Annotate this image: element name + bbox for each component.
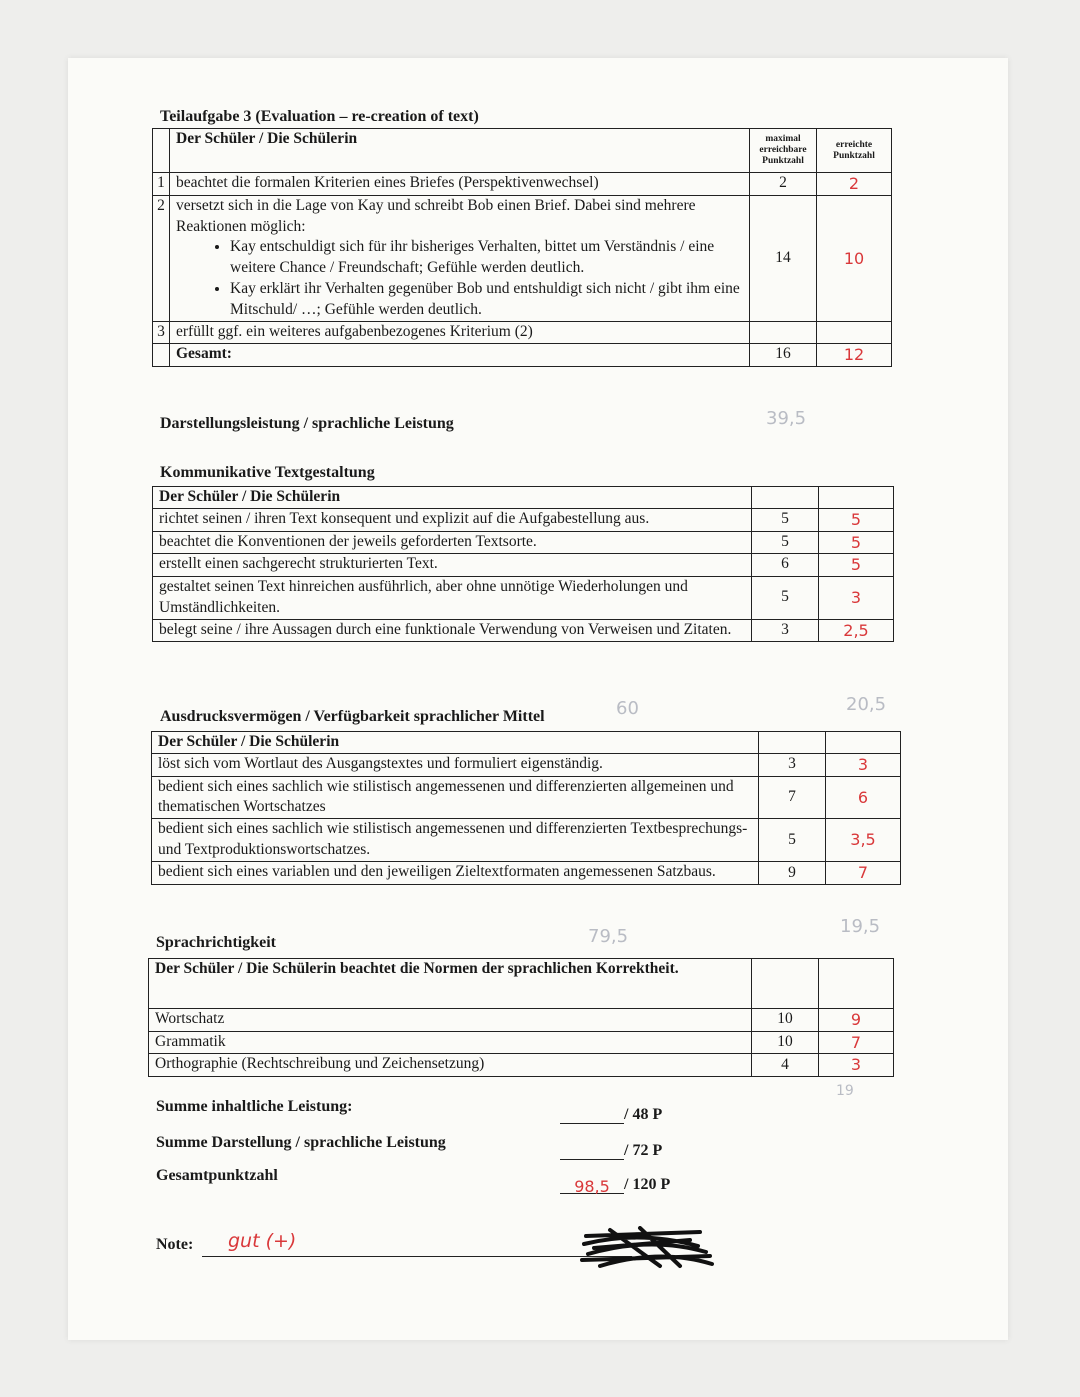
darstellung-title: Darstellungsleistung / sprachliche Leistung	[160, 415, 454, 432]
pencil-subtotal: 20,5	[846, 694, 887, 715]
sum-inhalt-max: / 48 P	[624, 1106, 663, 1123]
row-num: 2	[153, 195, 170, 322]
achieved-points: 5	[819, 508, 894, 531]
achieved-points: 3	[826, 753, 901, 776]
max-points: 10	[752, 1009, 819, 1032]
signature	[580, 1226, 716, 1270]
teil3-table	[152, 128, 892, 367]
gesamt-max: / 120 P	[624, 1176, 671, 1193]
total-label: Gesamt:	[170, 344, 750, 367]
sum-darst-field	[560, 1142, 662, 1160]
criterion-text: löst sich vom Wortlaut des Ausgangstextes und formuliert eigenständig.	[152, 753, 759, 776]
achieved-points: 6	[826, 776, 901, 819]
bullet-item: • Kay entschuldigt sich für ihr bisheriges Verhalten, bittet um Verständnis / eine weitere Chance / Freundschaft; Gefühle werden deutlich.	[230, 237, 743, 279]
achieved-points: 7	[826, 862, 901, 885]
criterion-text: erstellt einen sachgerecht strukturierten Text.	[153, 554, 752, 577]
achieved-points: 5	[819, 554, 894, 577]
max-points: 5	[759, 819, 826, 862]
max-points: 3	[752, 619, 819, 642]
total-achieved: 12	[817, 344, 892, 367]
criterion-text: richtet seinen / ihren Text konsequent und explizit auf die Aufgabestellung aus.	[153, 508, 752, 531]
pencil-note: 79,5	[588, 926, 629, 947]
criterion-text: beachtet die formalen Kriterien eines Briefes (Perspektivenwechsel)	[170, 173, 750, 196]
max-points: 2	[750, 173, 817, 196]
sum-inhalt-field	[560, 1106, 662, 1124]
max-points: 3	[759, 753, 826, 776]
max-points	[750, 322, 817, 344]
max-points: 5	[752, 531, 819, 554]
achieved-points: 3,5	[826, 819, 901, 862]
ausdruck-head-label: Der Schüler / Die Schülerin	[152, 732, 759, 754]
gesamt-value: 98,5	[560, 1177, 624, 1194]
note-value: gut (+)	[228, 1230, 297, 1252]
max-points: 7	[759, 776, 826, 819]
max-points: 9	[759, 862, 826, 885]
col-got-header: erreichte Punktzahl	[833, 139, 875, 161]
pencil-note: 39,5	[766, 408, 807, 429]
max-points: 10	[752, 1031, 819, 1054]
kommunikativ-head-label: Der Schüler / Die Schülerin	[153, 487, 752, 509]
sum-inhalt-label: Summe inhaltliche Leistung:	[156, 1098, 353, 1115]
criterion-text: erfüllt ggf. ein weiteres aufgabenbezogenes Kriterium (2)	[170, 322, 750, 344]
teil3-title: Teilaufgabe 3 (Evaluation – re-creation of text)	[160, 108, 479, 125]
criterion-text: Grammatik	[149, 1031, 752, 1054]
max-points: 6	[752, 554, 819, 577]
achieved-points: 5	[819, 531, 894, 554]
sprach-head-label: Der Schüler / Die Schülerin beachtet die Normen der sprachlichen Korrektheit.	[149, 959, 752, 1009]
max-points: 4	[752, 1054, 819, 1077]
max-points: 5	[752, 576, 819, 619]
max-points: 5	[752, 508, 819, 531]
max-points: 14	[750, 195, 817, 322]
bullet-item: • Kay erklärt ihr Verhalten gegenüber Bob und entshuldigt sich nicht / gibt ihm eine Mitschuld/ …; Gefühle werden deutlich.	[230, 279, 743, 321]
kommunikativ-table	[152, 486, 894, 642]
criterion-text: beachtet die Konventionen der jeweils geforderten Textsorte.	[153, 531, 752, 554]
achieved-points: 2	[817, 173, 892, 196]
achieved-points: 2,5	[819, 619, 894, 642]
total-max: 16	[750, 344, 817, 367]
gesamt-field	[560, 1176, 670, 1194]
col-max-header: maximal erreichbare Punktzahl	[759, 134, 807, 166]
achieved-points	[817, 322, 892, 344]
ausdruck-table	[151, 731, 901, 885]
achieved-points: 3	[819, 576, 894, 619]
sprach-table	[148, 958, 894, 1077]
criterion-text: versetzt sich in die Lage von Kay und schreibt Bob einen Brief. Dabei sind mehrere Reaktionen möglich:	[176, 196, 696, 235]
criterion-text: bedient sich eines sachlich wie stilistisch angemessenen und differenzierten Textbesprechungs- und Textproduktionswortschatzes.	[152, 819, 759, 862]
pencil-subtotal: 19,5	[840, 916, 881, 937]
criterion-text: gestaltet seinen Text hinreichen ausführlich, aber ohne unnötige Wiederholungen und Umständlichkeiten.	[153, 576, 752, 619]
achieved-points: 10	[817, 195, 892, 322]
sum-darst-label: Summe Darstellung / sprachliche Leistung	[156, 1134, 446, 1151]
row-num: 3	[153, 322, 170, 344]
pencil-subtotal: 19	[836, 1083, 854, 1099]
kommunikativ-title: Kommunikative Textgestaltung	[160, 464, 375, 481]
criterion-text: Wortschatz	[149, 1009, 752, 1032]
achieved-points: 3	[819, 1054, 894, 1077]
teil3-head-label: Der Schüler / Die Schülerin	[170, 129, 750, 173]
sprach-title: Sprachrichtigkeit	[156, 934, 276, 951]
achieved-points: 9	[819, 1009, 894, 1032]
gesamt-label: Gesamtpunktzahl	[156, 1167, 278, 1184]
sum-darst-max: / 72 P	[624, 1142, 663, 1159]
criterion-text: Orthographie (Rechtschreibung und Zeichensetzung)	[149, 1054, 752, 1077]
note-label: Note:	[156, 1236, 194, 1253]
achieved-points: 7	[819, 1031, 894, 1054]
criterion-text: bedient sich eines sachlich wie stilistisch angemessenen und differenzierten allgemeinen und thematischen Wortschatzes	[152, 776, 759, 819]
pencil-note: 60	[616, 698, 639, 719]
row-num: 1	[153, 173, 170, 196]
criterion-text: belegt seine / ihre Aussagen durch eine funktionale Verwendung von Verweisen und Zitaten.	[153, 619, 752, 642]
ausdruck-title: Ausdrucksvermögen / Verfügbarkeit sprachlicher Mittel	[160, 708, 545, 725]
criterion-text: bedient sich eines variablen und den jeweiligen Zieltextformaten angemessenen Satzbaus.	[152, 862, 759, 885]
note-line	[202, 1228, 632, 1257]
